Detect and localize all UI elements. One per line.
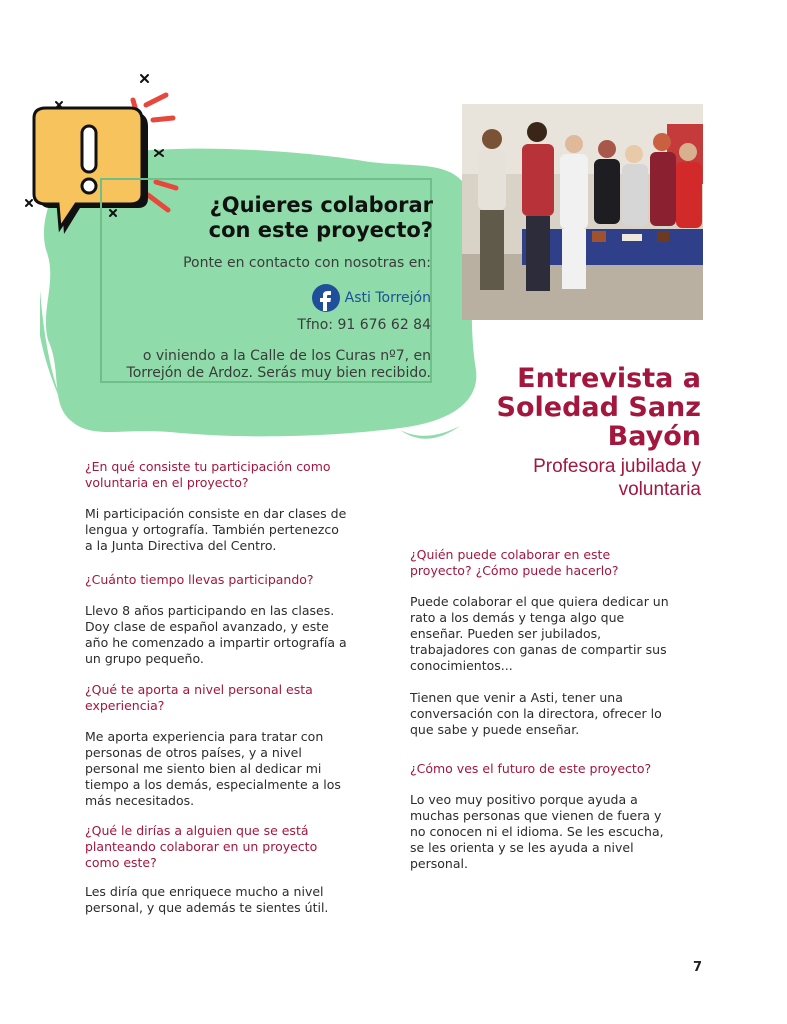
answer-3 — [85, 729, 385, 809]
answer-1-line: a la Junta Directiva del Centro. — [85, 538, 277, 553]
question-3-line: ¿Qué te aporta a nivel personal esta — [85, 682, 313, 697]
contact-title-line-1: ¿Quieres colaborar — [209, 193, 433, 217]
question-6 — [410, 761, 702, 777]
answer-3-line: personal me siento bien al dedicar mi — [85, 761, 322, 776]
answer-6 — [410, 792, 702, 872]
article-title — [401, 364, 701, 451]
question-3-line: experiencia? — [85, 698, 165, 713]
question-5 — [410, 547, 702, 579]
answer-1 — [85, 506, 385, 554]
article-subtitle-line-1: Profesora jubilada y — [533, 456, 701, 477]
answer-5-line: Puede colaborar el que quiera dedicar un — [410, 594, 669, 609]
answer-5-line: conocimientos... — [410, 658, 513, 673]
answer-6-line: se les orienta y se les ayuda a nivel — [410, 840, 634, 855]
group-photo — [462, 104, 703, 320]
address-line-1: o viniendo a la Calle de los Curas nº7, en — [142, 348, 431, 364]
facebook-link[interactable] — [311, 283, 431, 313]
answer-5-continued — [410, 690, 702, 738]
article-title-line-1: Entrevista a — [517, 363, 701, 394]
answer-6-line: no conocen ni el idioma. Se les escucha, — [410, 824, 664, 839]
address-line-2: Torrejón de Ardoz. Serás muy bien recibido. — [126, 365, 431, 381]
answer-3-line: tiempo a los demás, especialmente a los — [85, 777, 341, 792]
question-3 — [85, 682, 385, 714]
answer-6-line: personal. — [410, 856, 468, 871]
answer-4-line: personal, y que además te sientes útil. — [85, 900, 329, 915]
answer-5 — [410, 594, 702, 674]
article-title-line-3: Bayón — [607, 421, 701, 452]
answer-5b-line: que sabe y puede enseñar. — [410, 722, 580, 737]
answer-6-line: muchas personas que vienen de fuera y — [410, 808, 662, 823]
question-6-line: ¿Cómo ves el futuro de este proyecto? — [410, 761, 652, 776]
question-1 — [85, 459, 385, 491]
question-2-line: ¿Cuánto tiempo llevas participando? — [85, 572, 314, 587]
contact-lead: Ponte en contacto con nosotras en: — [183, 255, 431, 271]
question-4-line: planteando colaborar en un proyecto — [85, 839, 318, 854]
question-1-line: voluntaria en el proyecto? — [85, 475, 249, 490]
question-1-line: ¿En qué consiste tu participación como — [85, 459, 331, 474]
phone-number: Tfno: 91 676 62 84 — [297, 317, 431, 333]
answer-5-line: rato a los demás y tenga algo que — [410, 610, 625, 625]
question-5-line: proyecto? ¿Cómo puede hacerlo? — [410, 563, 619, 578]
answer-1-line: lengua y ortografía. También pertenezco — [85, 522, 339, 537]
answer-5-line: trabajadores con ganas de compartir sus — [410, 642, 667, 657]
question-5-line: ¿Quién puede colaborar en este — [410, 547, 611, 562]
answer-2-line: Doy clase de español avanzado, y este — [85, 619, 329, 634]
contact-title-line-2: con este proyecto? — [208, 218, 433, 242]
address — [101, 348, 431, 382]
answer-3-line: más necesitados. — [85, 793, 195, 808]
answer-5-line: enseñar. Pueden ser jubilados, — [410, 626, 602, 641]
facebook-label: Asti Torrejón — [344, 290, 431, 306]
page-number: 7 — [693, 960, 703, 975]
answer-4 — [85, 884, 385, 916]
article-subtitle — [441, 455, 701, 501]
answer-1-line: Mi participación consiste en dar clases de — [85, 506, 347, 521]
answer-5b-line: conversación con la directora, ofrecer lo — [410, 706, 662, 721]
answer-5b-line: Tienen que venir a Asti, tener una — [410, 690, 623, 705]
question-4-line: ¿Qué le dirías a alguien que se está — [85, 823, 309, 838]
answer-2 — [85, 603, 385, 667]
answer-4-line: Les diría que enriquece mucho a nivel — [85, 884, 324, 899]
question-4 — [85, 823, 385, 871]
answer-3-line: personas de otros países, y a nivel — [85, 745, 302, 760]
answer-2-line: Llevo 8 años participando en las clases. — [85, 603, 335, 618]
answer-6-line: Lo veo muy positivo porque ayuda a — [410, 792, 638, 807]
answer-2-line: año he comenzado a impartir ortografía a — [85, 635, 347, 650]
contact-title — [103, 193, 433, 243]
answer-3-line: Me aporta experiencia para tratar con — [85, 729, 324, 744]
question-2 — [85, 572, 385, 588]
answer-2-line: un grupo pequeño. — [85, 651, 204, 666]
article-subtitle-line-2: voluntaria — [618, 479, 701, 500]
article-title-line-2: Soledad Sanz — [496, 392, 701, 423]
question-4-line: como este? — [85, 855, 157, 870]
facebook-icon — [311, 283, 341, 313]
